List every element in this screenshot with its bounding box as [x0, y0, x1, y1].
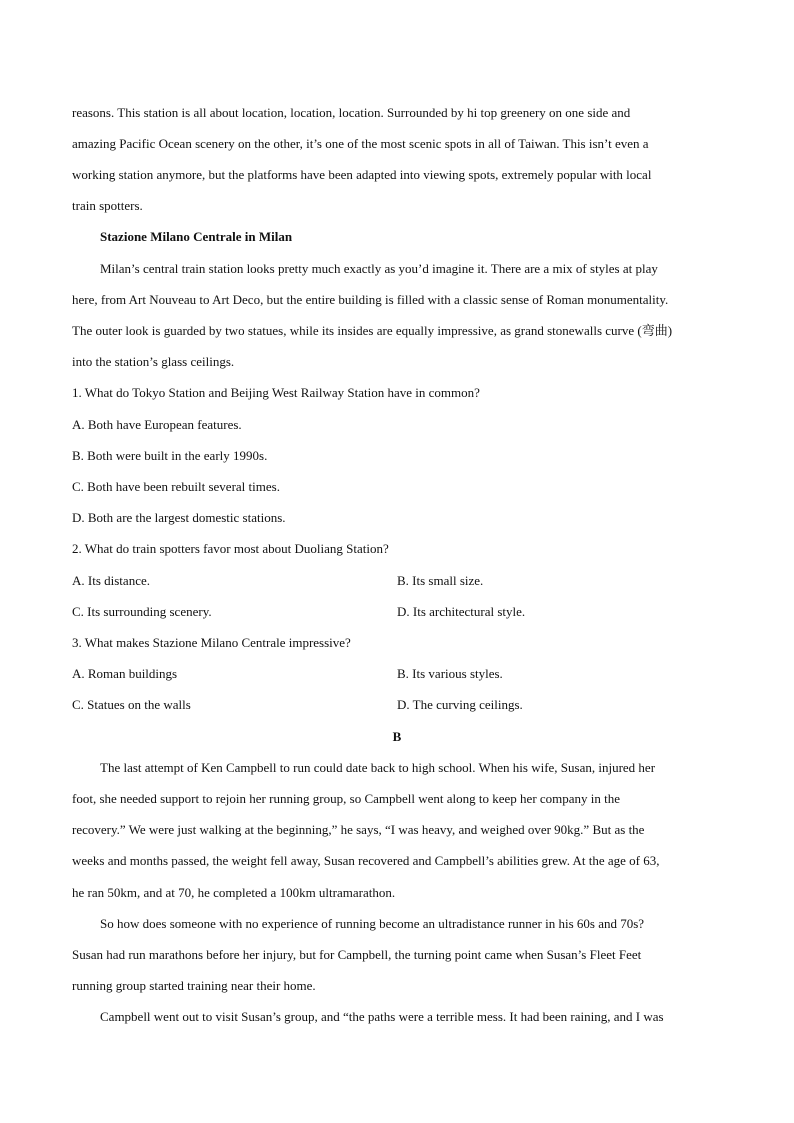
milano-line: The outer look is guarded by two statues, while its insides are equally impressive, as grand stonewalls curve (弯曲)	[72, 323, 673, 338]
answer-option: B. Its various styles.	[397, 666, 503, 681]
milano-heading: Stazione Milano Centrale in Milan	[100, 229, 293, 244]
passage-a-line: working station anymore, but the platforms have been adapted into viewing spots, extremely popular with local	[72, 167, 652, 182]
answer-option: D. Both are the largest domestic stations.	[72, 510, 286, 525]
milano-line: here, from Art Nouveau to Art Deco, but the entire building is filled with a classic sense of Roman monumentality.	[72, 292, 669, 307]
answer-option: D. Its architectural style.	[397, 604, 526, 619]
passage-b-line: he ran 50km, and at 70, he completed a 100km ultramarathon.	[72, 885, 396, 900]
milano-line: into the station’s glass ceilings.	[72, 354, 235, 369]
answer-option: C. Both have been rebuilt several times.	[72, 479, 280, 494]
passage-a-line: reasons. This station is all about location, location, location. Surrounded by hi top greenery on one side and	[72, 105, 631, 120]
answer-option: B. Both were built in the early 1990s.	[72, 448, 268, 463]
answer-option: B. Its small size.	[397, 573, 484, 588]
passage-b-line: So how does someone with no experience of running become an ultradistance runner in his 60s and 70s?	[100, 916, 645, 931]
passage-b-line: Campbell went out to visit Susan’s group, and “the paths were a terrible mess. It had been raining, and I was	[100, 1009, 664, 1024]
passage-a-line: amazing Pacific Ocean scenery on the other, it’s one of the most scenic spots in all of Taiwan. This isn’t even a	[72, 136, 649, 151]
question-stem: 2. What do train spotters favor most about Duoliang Station?	[72, 541, 389, 556]
question-stem: 1. What do Tokyo Station and Beijing West Railway Station have in common?	[72, 385, 480, 400]
question-stem: 3. What makes Stazione Milano Centrale impressive?	[72, 635, 351, 650]
passage-b-line: The last attempt of Ken Campbell to run could date back to high school. When his wife, Susan, injured her	[100, 760, 656, 775]
answer-option: C. Statues on the walls	[72, 697, 191, 712]
answer-option: A. Both have European features.	[72, 417, 242, 432]
passage-b-line: weeks and months passed, the weight fell away, Susan recovered and Campbell’s abilities grew. At the age of 63,	[72, 853, 660, 868]
section-heading: B	[392, 729, 402, 744]
answer-option: A. Roman buildings	[72, 666, 178, 681]
answer-option: A. Its distance.	[72, 573, 150, 588]
answer-option: D. The curving ceilings.	[397, 697, 523, 712]
answer-option: C. Its surrounding scenery.	[72, 604, 212, 619]
passage-b-line: recovery.” We were just walking at the beginning,” he says, “I was heavy, and weighed over 90kg.” But as the	[72, 822, 645, 837]
passage-b-line: running group started training near their home.	[72, 978, 316, 993]
milano-line: Milan’s central train station looks pretty much exactly as you’d imagine it. There are a mix of styles at play	[100, 261, 658, 276]
passage-b-line: foot, she needed support to rejoin her running group, so Campbell went along to keep her company in the	[72, 791, 621, 806]
passage-a-line: train spotters.	[72, 198, 143, 213]
passage-b-line: Susan had run marathons before her injury, but for Campbell, the turning point came when Susan’s Fleet Feet	[72, 947, 642, 962]
